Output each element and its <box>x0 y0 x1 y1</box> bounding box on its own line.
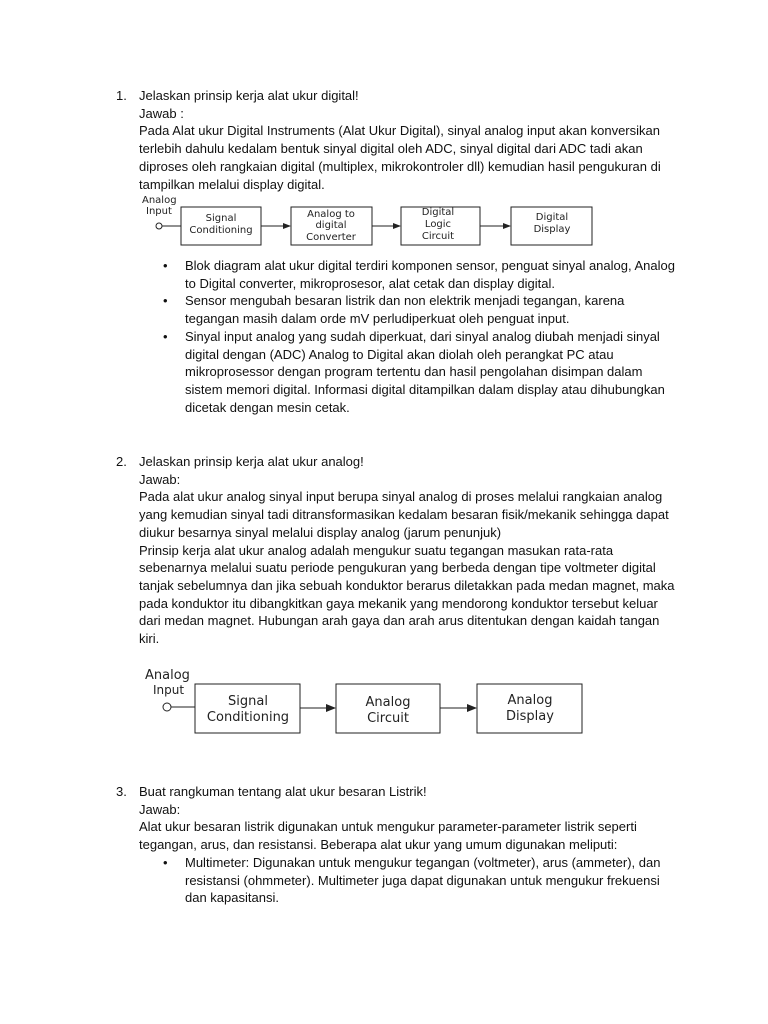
block-label: Circuit <box>367 711 409 726</box>
block-label: Digital <box>421 207 455 218</box>
answer-label: Jawab : <box>139 105 184 121</box>
paragraph-line: kiri. <box>139 631 160 647</box>
paragraph-line: pada konduktor itu dibangkitkan gaya mekanik yang mendorong konduktor tersebut keluar <box>139 595 658 611</box>
list-item <box>163 328 703 417</box>
analog-input-label: Input <box>153 683 185 697</box>
analog-input-label: Analog <box>145 668 190 683</box>
bullet-icon: • <box>163 258 168 273</box>
input-terminal-icon <box>156 223 162 229</box>
bullet-icon: • <box>163 328 168 344</box>
paragraph-line: Pada alat ukur analog sinyal input berupa sinyal analog di proses melalui rangkaian analog <box>139 489 663 505</box>
input-terminal-icon <box>163 703 171 711</box>
bullet-line: dan kapasitansi. <box>185 890 279 906</box>
paragraph-line: sebenarnya melalui suatu periode pengukuran yang berbeda dengan tipe voltmeter digital <box>139 560 656 576</box>
analog-instrument-block-diagram <box>140 662 600 738</box>
block-label: Conditioning <box>206 710 290 725</box>
bullet-line: resistansi (ohmmeter). Multimeter juga dapat digunakan untuk mengukur frekuensi <box>185 872 660 888</box>
block-label: digital <box>315 220 347 231</box>
bullet-line: dicetak dengan mesin cetak. <box>185 399 350 415</box>
block-label: Digital <box>535 212 569 223</box>
bullet-line: Blok diagram alat ukur digital terdiri komponen sensor, penguat sinyal analog, Analog <box>185 258 675 273</box>
block-label: Analog to <box>307 209 355 220</box>
question-body <box>139 87 699 193</box>
analog-input-label: Analog <box>142 195 177 206</box>
bullet-line: mikroprosessor dengan program tertentu dan hasil pengolahan disimpan dalam <box>185 364 643 380</box>
paragraph-line: yang kemudian sinyal tadi ditransformasikan kedalam besaran fisik/mekanik sehingga dapat <box>139 507 669 523</box>
list-item <box>163 854 703 907</box>
block-label: Display <box>506 709 554 724</box>
bullet-list <box>163 257 703 416</box>
block-label: Display <box>533 224 571 235</box>
block-label: Circuit <box>421 231 455 242</box>
bullet-line: sistem memori digital. Informasi digital ditampilkan dalam display atau dihubungkan <box>185 381 665 397</box>
bullet-line: Sensor mengubah besaran listrik dan non elektrik menjadi tegangan, karena <box>185 293 625 309</box>
paragraph-line: diproses oleh rangkaian digital (multiplex, mikrokontroler dll) kemudian hasil pengukuran di <box>139 158 661 174</box>
question-number: 3. <box>116 784 127 799</box>
bullet-line: tegangan masih dalam orde mV perludiperkuat oleh penguat input. <box>185 311 570 327</box>
question-text: Jelaskan prinsip kerja alat ukur analog! <box>139 454 364 469</box>
paragraph-line: tegangan, arus, dan resistansi. Beberapa alat ukur yang umum digunakan meliputi: <box>139 837 618 853</box>
block-label: Logic <box>424 219 452 230</box>
list-item <box>163 257 703 292</box>
block-label: Signal <box>228 694 268 709</box>
answer-label: Jawab: <box>139 471 181 487</box>
bullet-line: to Digital converter, mikroprosesor, alat cetak dan display digital. <box>185 275 555 291</box>
paragraph-line: tampilkan melalui display digital. <box>139 176 325 192</box>
bullet-line: Multimeter: Digunakan untuk mengukur tegangan (voltmeter), arus (ammeter), dan <box>185 855 661 870</box>
block-label: Converter <box>306 232 356 243</box>
block-label: Conditioning <box>189 225 253 236</box>
question-text: Buat rangkuman tentang alat ukur besaran Listrik! <box>139 784 427 799</box>
paragraph-line: terlebih dahulu kedalam bentuk sinyal digital oleh ADC, sinyal digital dari ADC tadi akan <box>139 141 643 157</box>
bullet-icon: • <box>163 855 168 870</box>
list-item <box>163 292 703 327</box>
paragraph-line: Alat ukur besaran listrik digunakan untuk mengukur parameter-parameter listrik seperti <box>139 819 637 835</box>
paragraph-line: tanjak sebelumnya dan jika sebuah konduktor berarus diletakkan pada medan magnet, maka <box>139 577 675 593</box>
paragraph-line: Prinsip kerja alat ukur analog adalah mengukur suatu tegangan masukan rata-rata <box>139 542 614 558</box>
bullet-line: digital dengan (ADC) Analog to Digital akan diolah oleh perangkat PC atau <box>185 346 614 362</box>
bullet-line: Sinyal input analog yang sudah diperkuat, dari sinyal analog diubah menjadi sinyal <box>185 328 660 344</box>
question-body <box>139 783 699 854</box>
block-label: Analog <box>365 695 411 710</box>
digital-instrument-block-diagram <box>140 193 600 249</box>
question-body <box>139 453 699 648</box>
block-label: Signal <box>205 213 237 224</box>
block-label: Analog <box>507 693 553 708</box>
answer-label: Jawab: <box>139 801 181 817</box>
paragraph-line: diukur besarnya sinyal melalui display analog (jarum penunjuk) <box>139 524 502 540</box>
bullet-list <box>163 854 703 907</box>
bullet-icon: • <box>163 293 168 309</box>
analog-input-label: Input <box>146 206 172 217</box>
paragraph-line: Pada Alat ukur Digital Instruments (Alat Ukur Digital), sinyal analog input akan konversikan <box>139 123 660 139</box>
paragraph-line: dari medan magnet. Hubungan arah gaya dan arah arus ditentukan dengan kaidah tangan <box>139 613 660 629</box>
question-number: 1. <box>116 88 127 103</box>
question-number: 2. <box>116 454 127 469</box>
question-text: Jelaskan prinsip kerja alat ukur digital! <box>139 88 359 103</box>
